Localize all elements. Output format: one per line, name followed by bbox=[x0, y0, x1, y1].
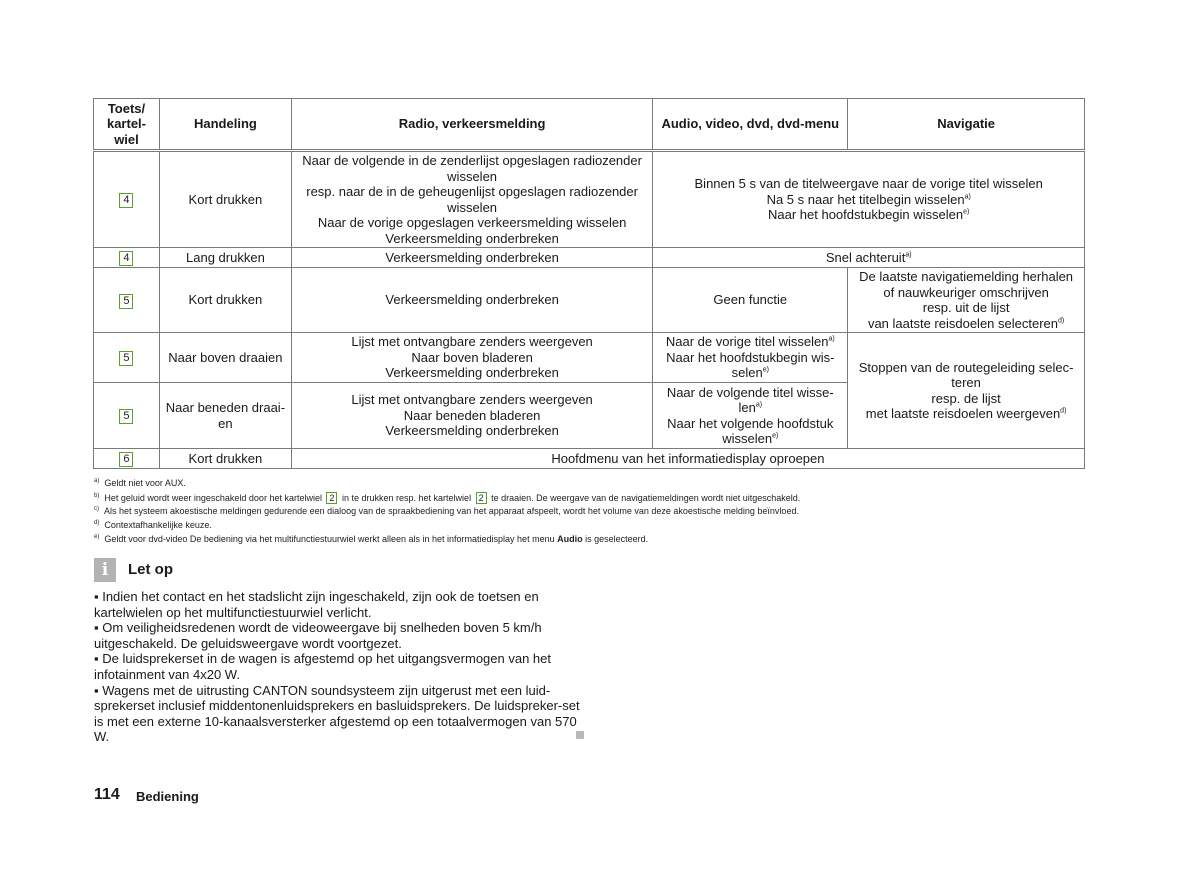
action-cell: Naar boven draaien bbox=[159, 333, 291, 383]
key-cell bbox=[94, 383, 160, 449]
radio-cell: Lijst met ontvangbare zenders weergeven Naar boven bladeren Verkeersmelding onderbreken bbox=[291, 333, 653, 383]
info-icon: i bbox=[94, 558, 116, 582]
table-row bbox=[94, 333, 1085, 383]
note-item: ▪ De luidsprekerset in de wagen is afgestemd op het uitgangsvermogen van het infotainment van 4x20 W. bbox=[94, 651, 551, 682]
page-number: 114 bbox=[94, 786, 120, 803]
radio-cell: Verkeersmelding onderbreken bbox=[291, 268, 653, 333]
key-4-badge: 4 bbox=[119, 251, 133, 266]
key-5-badge: 5 bbox=[119, 409, 133, 424]
key-cell bbox=[94, 268, 160, 333]
key-2-badge: 2 bbox=[476, 492, 487, 504]
note-item: ▪ Indien het contact en het stadslicht zijn ingeschakeld, zijn ook de toetsen en kartelwielen op het multifunctiestuurwiel verlicht. bbox=[94, 589, 539, 620]
footnote-e: $^{e)}$ Geldt voor dvd-video De bediening via het multifunctiestuurwiel werkt alleen als in het informatiedisplay het menu Audio is geselecteerd. bbox=[94, 534, 649, 544]
key-5-badge: 5 bbox=[119, 351, 133, 366]
footnote-ref: e) bbox=[772, 432, 779, 440]
end-of-section-mark bbox=[576, 731, 584, 739]
note-item: ▪ Om veiligheidsredenen wordt de videoweergave bij snelheden boven 5 km/h uitgeschakeld. De geluidsweergave wordt voortgezet. bbox=[94, 620, 542, 651]
note-body bbox=[94, 589, 584, 745]
table-row bbox=[94, 449, 1085, 469]
action-cell: Kort drukken bbox=[159, 151, 291, 248]
audio-cell: Naar de volgende titel wisse-len$^{a)}$ Naar het volgende hoofdstuk wisselen$^{e)}$ bbox=[653, 383, 848, 449]
action-cell: Kort drukken bbox=[159, 449, 291, 469]
action-cell: Naar beneden draai-en bbox=[159, 383, 291, 449]
radio-cell: Verkeersmelding onderbreken bbox=[291, 248, 653, 268]
key-2-badge: 2 bbox=[326, 492, 337, 504]
header-action: Handeling bbox=[159, 99, 291, 151]
key-5-badge: 5 bbox=[119, 294, 133, 309]
radio-cell: Lijst met ontvangbare zenders weergeven Naar beneden bladeren Verkeersmelding onderbreken bbox=[291, 383, 653, 449]
header-navigation: Navigatie bbox=[848, 99, 1085, 151]
table-row bbox=[94, 268, 1085, 333]
footnote-ref: a) bbox=[905, 251, 912, 259]
footnote-ref: a) bbox=[964, 193, 971, 201]
header-audio: Audio, video, dvd, dvd-menu bbox=[653, 99, 848, 151]
footnote-a: $^{a)}$ Geldt niet voor AUX. bbox=[94, 478, 186, 488]
key-6-badge: 6 bbox=[119, 452, 133, 467]
key-cell bbox=[94, 248, 160, 268]
footnote-ref: e) bbox=[963, 208, 970, 216]
table-row bbox=[94, 151, 1085, 248]
nav-cell: Stoppen van de routegeleiding selec-teren resp. de lijst met laatste reisdoelen weergeven$^{d)}$ bbox=[848, 333, 1085, 449]
note-item: ▪ Wagens met de uitrusting CANTON soundsysteem zijn uitgerust met een luid-sprekerset inclusief middentonenluidsprekers en basluidsprekers. De luidspreker-set is met een externe 10-kanaalsversterker afgestemd op een totaalvermogen van 570 W. bbox=[94, 682, 580, 745]
controls-table bbox=[93, 98, 1085, 469]
footnote-ref: d) bbox=[1060, 407, 1067, 415]
key-4-badge: 4 bbox=[119, 193, 133, 208]
key-cell bbox=[94, 151, 160, 248]
footnote-c: $^{c)}$ Als het systeem akoestische meldingen gedurende een dialoog van de spraakbediening van het apparaat afspeelt, wordt het volume van deze akoestische melding beïnvloed. bbox=[94, 506, 799, 516]
footnote-ref: d) bbox=[1058, 317, 1065, 325]
key-cell bbox=[94, 449, 160, 469]
key-cell bbox=[94, 333, 160, 383]
header-radio: Radio, verkeersmelding bbox=[291, 99, 653, 151]
footnote-d: $^{d)}$ Contextafhankelijke keuze. bbox=[94, 520, 212, 530]
footnote-ref: a) bbox=[755, 401, 763, 409]
audio-nav-cell: Binnen 5 s van de titelweergave naar de vorige titel wisselen Na 5 s naar het titelbegin wisselen$^{a)}$ Naar het hoofdstukbegin wisselen$^{e)}$ bbox=[653, 151, 1085, 248]
note-title: Let op bbox=[128, 561, 173, 578]
merged-cell: Hoofdmenu van het informatiedisplay oproepen bbox=[291, 449, 1084, 469]
radio-cell: Naar de volgende in de zenderlijst opgeslagen radiozender wisselen resp. naar de in de geheugenlijst opgeslagen radiozender wisselen Naar de vorige opgeslagen verkeersmelding wisselen Verkeersmelding onderbreken bbox=[291, 151, 653, 248]
table-header-row bbox=[94, 99, 1085, 151]
nav-cell: De laatste navigatiemelding herhalen of nauwkeuriger omschrijven resp. uit de lijst van laatste reisdoelen selecteren$^{d)}$ bbox=[848, 268, 1085, 333]
footnote-ref: a) bbox=[828, 335, 835, 343]
header-key: Toets/ kartel-wiel bbox=[94, 99, 160, 151]
audio-nav-cell: Snel achteruit$^{a)}$ bbox=[653, 248, 1085, 268]
table-row bbox=[94, 248, 1085, 268]
action-cell: Kort drukken bbox=[159, 268, 291, 333]
footnote-ref: e) bbox=[762, 366, 769, 374]
footnote-b: $^{b)}$ Het geluid wordt weer ingeschakeld door het kartelwiel 2 in te drukken resp. het kartelwiel 2 te draaien. De weergave van de navigatiemeldingen wordt niet uitgeschakeld. bbox=[94, 493, 801, 503]
audio-cell: Geen functie bbox=[653, 268, 848, 333]
audio-cell: Naar de vorige titel wisselen$^{a)}$ Naar het hoofdstukbegin wis-selen$^{e)}$ bbox=[653, 333, 848, 383]
action-cell: Lang drukken bbox=[159, 248, 291, 268]
section-title: Bediening bbox=[136, 789, 199, 804]
